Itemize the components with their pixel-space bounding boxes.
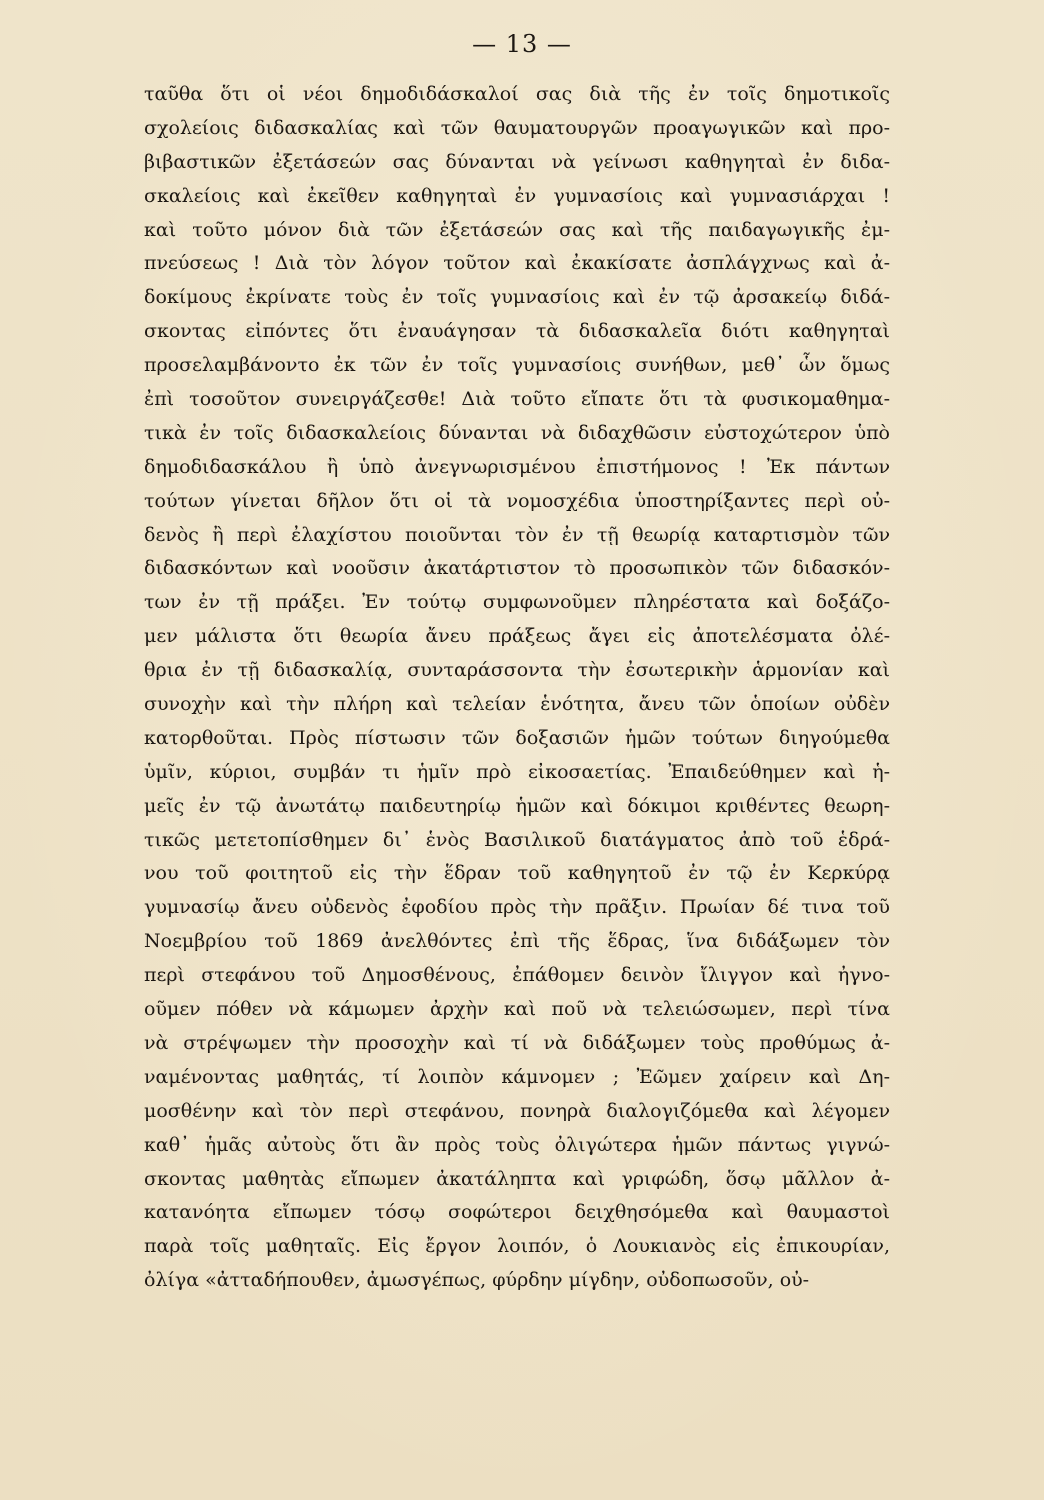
text-line: νὰ στρέψωμεν τὴν προσοχὴν καὶ τί νὰ διδάξωμεν τοὺς προθύμως ἀ- (144, 1031, 890, 1054)
text-line: τικὰ ἐν τοῖς διδασκαλείοις δύνανται νὰ διδαχθῶσιν εὐστοχώτερον ὑπὸ (144, 421, 890, 444)
text-line: σχολείοις διδασκαλίας καὶ τῶν θαυματουργῶν προαγωγικῶν καὶ προ- (144, 116, 890, 139)
text-line: ὑμῖν, κύριοι, συμβάν τι ἡμῖν πρὸ εἰκοσαετίας. Ἐπαιδεύθημεν καὶ ἡ- (144, 760, 890, 783)
text-line: καὶ τοῦτο μόνον διὰ τῶν ἐξετάσεών σας καὶ τῆς παιδαγωγικῆς ἐμ- (144, 218, 890, 241)
text-line: μεν μάλιστα ὅτι θεωρία ἄνευ πράξεως ἄγει εἰς ἀποτελέσματα ὀλέ- (144, 625, 890, 648)
text-line: πνεύσεως ! Διὰ τὸν λόγον τοῦτον καὶ ἐκακίσατε ἀσπλάγχνως καὶ ἀ- (144, 252, 890, 275)
text-line: των ἐν τῇ πράξει. Ἐν τούτῳ συμφωνοῦμεν πληρέστατα καὶ δοξάζο- (144, 591, 890, 614)
text-line: τούτων γίνεται δῆλον ὅτι οἱ τὰ νομοσχέδια ὑποστηρίξαντες περὶ οὐ- (144, 489, 890, 512)
text-line: ὀλίγα «ἀτταδήπουθεν, ἀμωσγέπως, φύρδην μίγδην, οὐδοπωσοῦν, οὐ- (144, 1269, 810, 1292)
text-line: δενὸς ἢ περὶ ἐλαχίστου ποιοῦνται τὸν ἐν τῇ θεωρίᾳ καταρτισμὸν τῶν (144, 523, 890, 546)
text-line: καθ᾽ ἡμᾶς αὐτοὺς ὅτι ἂν πρὸς τοὺς ὀλιγώτερα ἡμῶν πάντως γιγνώ- (144, 1133, 890, 1156)
text-line: θρια ἐν τῇ διδασκαλίᾳ, συνταράσσοντα τὴν ἐσωτερικὴν ἁρμονίαν καὶ (144, 659, 890, 682)
text-line: οῦμεν πόθεν νὰ κάμωμεν ἀρχὴν καὶ ποῦ νὰ τελειώσωμεν, περὶ τίνα (144, 998, 890, 1021)
text-line: περὶ στεφάνου τοῦ Δημοσθένους, ἐπάθομεν δεινὸν ἴλιγγον καὶ ἠγνο- (144, 964, 890, 987)
text-line: τικῶς μετετοπίσθημεν δι᾽ ἑνὸς Βασιλικοῦ διατάγματος ἀπὸ τοῦ ἑδρά- (144, 828, 890, 851)
text-line: κατανόητα εἴπωμεν τόσῳ σοφώτεροι δειχθησόμεθα καὶ θαυμαστοὶ (144, 1201, 890, 1224)
text-line: νου τοῦ φοιτητοῦ εἰς τὴν ἕδραν τοῦ καθηγητοῦ ἐν τῷ ἐν Κερκύρᾳ (144, 862, 890, 885)
text-line: κατορθοῦται. Πρὸς πίστωσιν τῶν δοξασιῶν ἡμῶν τούτων διηγούμεθα (144, 726, 890, 749)
text-line: προσελαμβάνοντο ἐκ τῶν ἐν τοῖς γυμνασίοις συνήθων, μεθ᾽ ὧν ὅμως (144, 354, 890, 377)
text-line: σκοντας εἰπόντες ὅτι ἐναυάγησαν τὰ διδασκαλεῖα διότι καθηγηταὶ (144, 320, 890, 343)
page-number: — 13 — (472, 30, 572, 58)
text-line: ἐπὶ τοσοῦτον συνειργάζεσθε! Διὰ τοῦτο εἴπατε ὅτι τὰ φυσικομαθημα- (144, 388, 890, 411)
text-line: συνοχὴν καὶ τὴν πλήρη καὶ τελείαν ἑνότητα, ἄνευ τῶν ὁποίων οὐδὲν (144, 693, 890, 716)
text-line: βιβαστικῶν ἐξετάσεών σας δύνανται νὰ γείνωσι καθηγηταὶ ἐν διδα- (144, 150, 890, 173)
text-line: διδασκόντων καὶ νοοῦσιν ἀκατάρτιστον τὸ προσωπικὸν τῶν διδασκόν- (144, 557, 890, 580)
text-line: ναμένοντας μαθητάς, τί λοιπὸν κάμνομεν ; Ἐῶμεν χαίρειν καὶ Δη- (144, 1065, 890, 1088)
text-line: παρὰ τοῖς μαθηταῖς. Εἰς ἔργον λοιπόν, ὁ Λουκιανὸς εἰς ἐπικουρίαν, (144, 1235, 890, 1258)
text-line: μεῖς ἐν τῷ ἀνωτάτῳ παιδευτηρίῳ ἡμῶν καὶ δόκιμοι κριθέντες θεωρη- (144, 794, 890, 817)
text-line: μοσθένην καὶ τὸν περὶ στεφάνου, πονηρὰ διαλογιζόμεθα καὶ λέγομεν (144, 1099, 890, 1122)
text-line: γυμνασίῳ ἄνευ οὐδενὸς ἐφοδίου πρὸς τὴν πρᾶξιν. Πρωίαν δέ τινα τοῦ (144, 896, 890, 919)
body-text (144, 78, 890, 1298)
text-line: ταῦθα ὅτι οἱ νέοι δημοδιδάσκαλοί σας διὰ τῆς ἐν τοῖς δημοτικοῖς (144, 83, 890, 105)
text-line: σκαλείοις καὶ ἐκεῖθεν καθηγηταὶ ἐν γυμνασίοις καὶ γυμνασιάρχαι ! (144, 184, 890, 207)
text-line: σκοντας μαθητὰς εἴπωμεν ἀκατάληπτα καὶ γριφώδη, ὅσῳ μᾶλλον ἀ- (144, 1167, 890, 1190)
text-line: Νοεμβρίου τοῦ 1869 ἀνελθόντες ἐπὶ τῆς ἕδρας, ἵνα διδάξωμεν τὸν (144, 930, 890, 953)
text-line: δημοδιδασκάλου ἢ ὑπὸ ἀνεγνωρισμένου ἐπιστήμονος ! Ἐκ πάντων (144, 455, 890, 478)
text-line: δοκίμους ἐκρίνατε τοὺς ἐν τοῖς γυμνασίοις καὶ ἐν τῷ ἀρσακείῳ διδά- (144, 286, 890, 309)
